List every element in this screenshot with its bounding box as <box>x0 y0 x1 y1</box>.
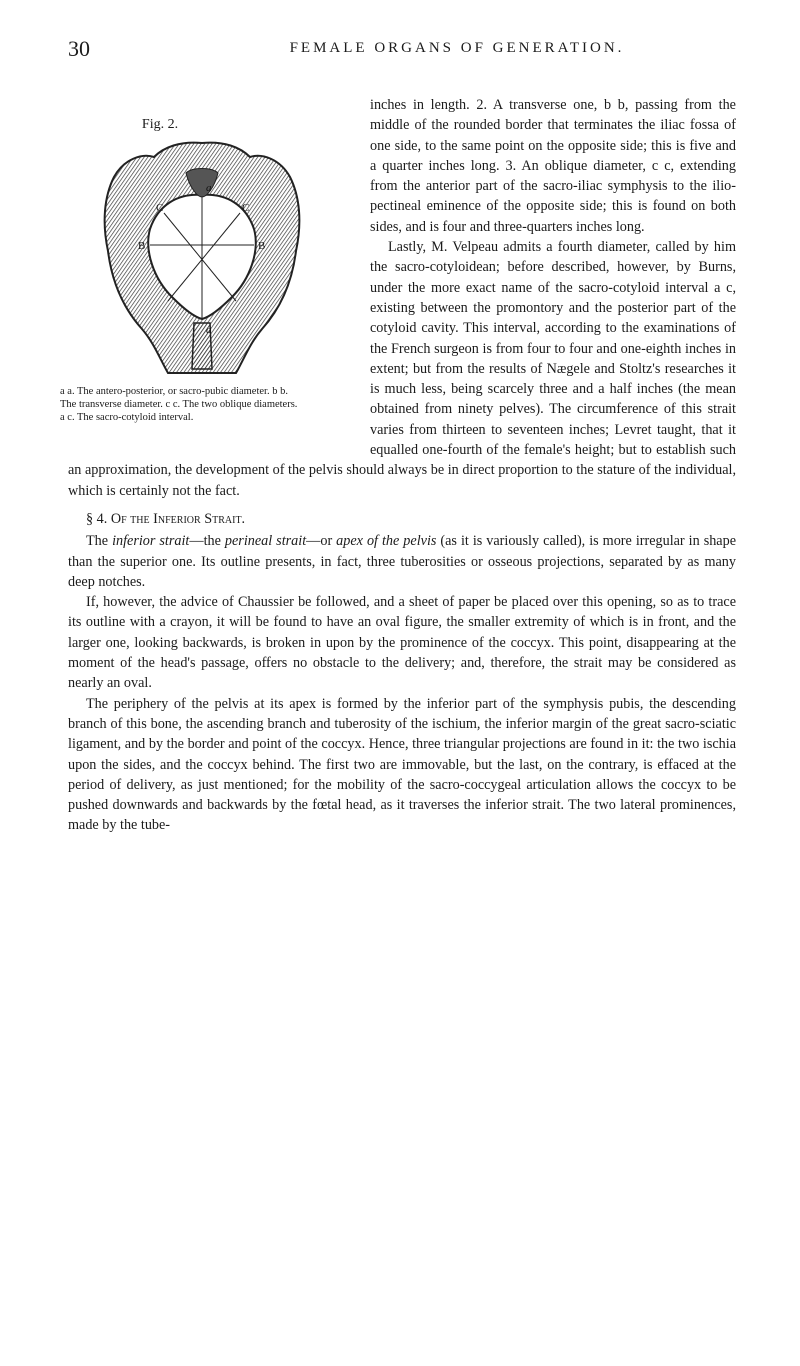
figure-letter-c-right: C <box>242 202 250 214</box>
figure-letter-b-right: B <box>258 240 266 252</box>
caption-line: The transverse diameter. c c. The two oblique diameters. <box>60 399 298 410</box>
running-head: FEMALE ORGANS OF GENERATION. <box>289 40 625 56</box>
page-body <box>60 95 736 836</box>
pelvis-illustration <box>102 133 302 383</box>
page-number: 30 <box>68 36 90 61</box>
term-apex-of-pelvis: apex of the pelvis <box>336 533 437 550</box>
term-inferior-strait: inferior strait <box>112 533 190 550</box>
figure-letter-b-left: B <box>138 240 146 252</box>
paragraph-diameters: inches in length. 2. A transverse one, b b, passing from the middle of the rounded border that terminates the iliac fossa of one side, to the same point on the opposite side; this is five and a quarter inches long. 3. An oblique diameter, c c, extending from the anterior part of the sacro-iliac symphysis to the ilio-pectineal eminence of the opposite side; this is found on both sides, and is four and three-quarters inches long. <box>370 97 736 235</box>
page-header <box>68 36 736 62</box>
paragraph-inferior-strait: The inferior strait—the perineal strait—or apex of the pelvis (as it is variously called), is more irregular in shape than the superior one. Its outline presents, in fact, three tuberosities or osseous projections, separated by as many deep notches. <box>68 533 736 590</box>
paragraph-chaussier: If, however, the advice of Chaussier be followed, and a sheet of paper be placed over this opening, so as to trace its outline with a crayon, it will be found to have an oval figure, the smaller extremity of which is in front, and the larger one, looking backwards, is broken in upon by the prominence of the coccyx. This point, disappearing at the moment of the head's passage, offers no obstacle to the delivery; and, therefore, the strait may be considered as nearly an oval. <box>68 594 736 692</box>
section-heading: § 4. Of the Inferior Strait. <box>86 510 246 527</box>
paragraph-velpeau: Lastly, M. Velpeau admits a fourth diameter, called by him the sacro-cotyloidean; before described, however, by Burns, under the more exact name of the sacro-cotyloid interval a c, existing between the promontory and the posterior part of the cotyloid cavity. This interval, according to the examinations of the French surgeon is from four to four and one-eighth inches in extent; but from the results of Nægele and Stoltz's researches it is much less, being scarcely three and a half inches (the mean obtained from ninety pelves). The circumference of this strait varies from thirteen to seventeen inches; Levret taught, that it equalled one-fourth of the female's height; but to establish such an approximation, the development of the pelvis should always be in direct proportion to the stature of the individual, which is certainly not the fact. <box>68 239 736 499</box>
figure-letter-c-left: C <box>156 202 164 214</box>
figure-caption <box>60 385 360 424</box>
pelvis-figure <box>60 95 360 458</box>
figure-letter-a-bottom: a <box>206 324 212 336</box>
figure-letter-a-top: a <box>206 182 212 194</box>
paragraph-periphery: The periphery of the pelvis at its apex is formed by the inferior part of the symphysis pubis, the descending branch of this bone, the ascending branch and tuberosity of the ischium, the inferior margin of the great sacro-sciatic ligament, and by the border and point of the coccyx. Hence, three triangular projections are found in it: the two ischia upon the sides, and the coccyx behind. The first two are immovable, but the last, on the contrary, is effaced at the period of delivery, as just mentioned; for the mobility of the sacro-coccygeal articulation allows the coccyx to be pushed downwards and backwards by the fœtal head, as it traverses the inferior strait. The two lateral prominences, made by the tube- <box>68 695 736 834</box>
term-perineal-strait: perineal strait <box>224 533 307 550</box>
caption-line: a c. The sacro-cotyloid interval. <box>60 412 194 423</box>
caption-line: a a. The antero-posterior, or sacro-pubic diameter. b b. <box>60 386 288 397</box>
figure-label: Fig. 2. <box>141 117 179 132</box>
